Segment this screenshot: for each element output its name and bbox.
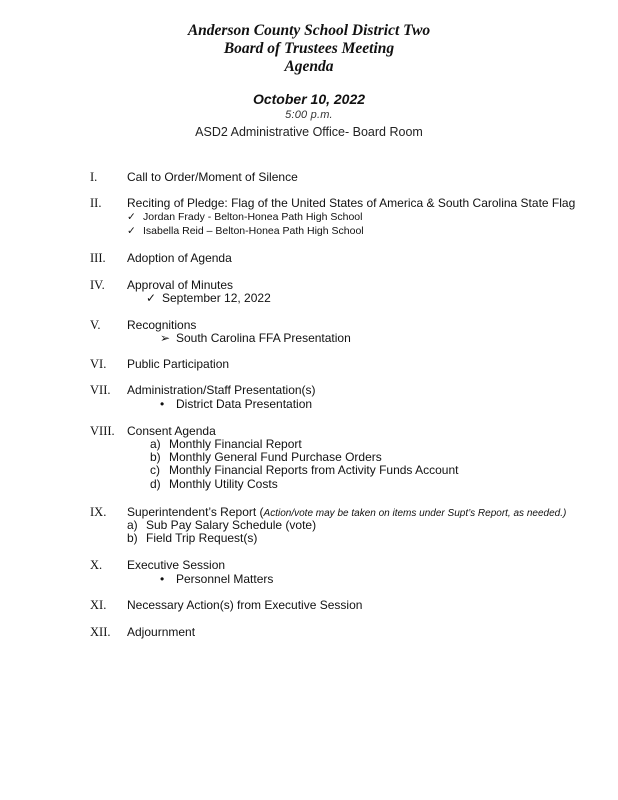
sub-item xyxy=(127,532,257,545)
sub-item-text: September 12, 2022 xyxy=(162,291,271,305)
check-icon: ✓ xyxy=(146,291,157,305)
sub-item xyxy=(160,332,351,345)
sub-item xyxy=(160,573,273,586)
item-number: X. xyxy=(90,558,103,572)
agenda-title: Agenda xyxy=(284,58,334,75)
item-number: III. xyxy=(90,251,106,265)
sub-item-text: South Carolina FFA Presentation xyxy=(176,331,351,345)
bullet-icon: • xyxy=(160,397,165,411)
item-letter: a) xyxy=(150,437,161,451)
meeting-location: ASD2 Administrative Office- Board Room xyxy=(195,125,423,139)
sub-item-text: Monthly Financial Reports from Activity Funds Account xyxy=(169,463,459,477)
arrowhead-icon: ➢ xyxy=(160,331,171,345)
item-letter: c) xyxy=(150,463,160,477)
sub-item xyxy=(127,225,364,238)
item-note: Action/vote may be taken on items under Supt’s Report, as needed.) xyxy=(263,508,567,519)
meeting-date: October 10, 2022 xyxy=(252,91,366,107)
agenda-header xyxy=(0,22,618,76)
district-name: Anderson County School District Two xyxy=(187,22,431,39)
sub-item xyxy=(127,211,362,224)
item-number: I. xyxy=(90,170,98,184)
item-letter: b) xyxy=(150,450,161,464)
sub-item xyxy=(150,464,458,477)
item-number: IX. xyxy=(90,505,107,519)
item-label: Superintendent’s Report (Action/vote may be taken on items under Supt’s Report, as needed.) xyxy=(127,505,567,519)
item-number: II. xyxy=(90,196,102,210)
item-letter: a) xyxy=(127,518,138,532)
item-label: Recognitions xyxy=(127,318,197,332)
item-label: Public Participation xyxy=(127,357,230,371)
sub-item xyxy=(150,478,278,491)
sub-item-text: Isabella Reid – Belton-Honea Path High School xyxy=(143,225,364,237)
item-label: Necessary Action(s) from Executive Session xyxy=(127,598,363,612)
sub-item-text: Personnel Matters xyxy=(176,572,274,586)
item-number: XI. xyxy=(90,598,107,612)
sub-item-text: Sub Pay Salary Schedule (vote) xyxy=(146,518,317,532)
item-label: Reciting of Pledge: Flag of the United States of America & South Carolina State Flag xyxy=(127,196,576,210)
item-number: VII. xyxy=(90,383,111,397)
check-icon: ✓ xyxy=(127,211,136,223)
item-number: VIII. xyxy=(90,424,115,438)
bullet-icon: • xyxy=(160,572,165,586)
item-letter: b) xyxy=(127,531,138,545)
item-number: V. xyxy=(90,318,101,332)
item-label: Approval of Minutes xyxy=(127,278,234,292)
sub-item-text: District Data Presentation xyxy=(176,397,313,411)
sub-item-text: Field Trip Request(s) xyxy=(146,531,258,545)
sub-item-text: Monthly Financial Report xyxy=(169,437,302,451)
item-label: Consent Agenda xyxy=(127,424,216,438)
item-number: XII. xyxy=(90,625,111,639)
item-label: Call to Order/Moment of Silence xyxy=(127,170,298,184)
item-label: Executive Session xyxy=(127,558,226,572)
item-label: Administration/Staff Presentation(s) xyxy=(127,383,316,397)
sub-item xyxy=(146,292,271,305)
item-letter: d) xyxy=(150,477,161,491)
meeting-title: Board of Trustees Meeting xyxy=(223,40,395,57)
check-icon: ✓ xyxy=(127,225,136,237)
sub-item xyxy=(160,398,312,411)
item-number: IV. xyxy=(90,278,105,292)
item-label: Adoption of Agenda xyxy=(127,251,232,265)
sub-item-text: Monthly General Fund Purchase Orders xyxy=(169,450,382,464)
item-number: VI. xyxy=(90,357,107,371)
sub-item-text: Monthly Utility Costs xyxy=(169,477,278,491)
meeting-time: 5:00 p.m. xyxy=(285,109,333,121)
sub-item-text: Jordan Frady - Belton-Honea Path High School xyxy=(143,211,363,223)
item-label: Adjournment xyxy=(127,625,196,639)
